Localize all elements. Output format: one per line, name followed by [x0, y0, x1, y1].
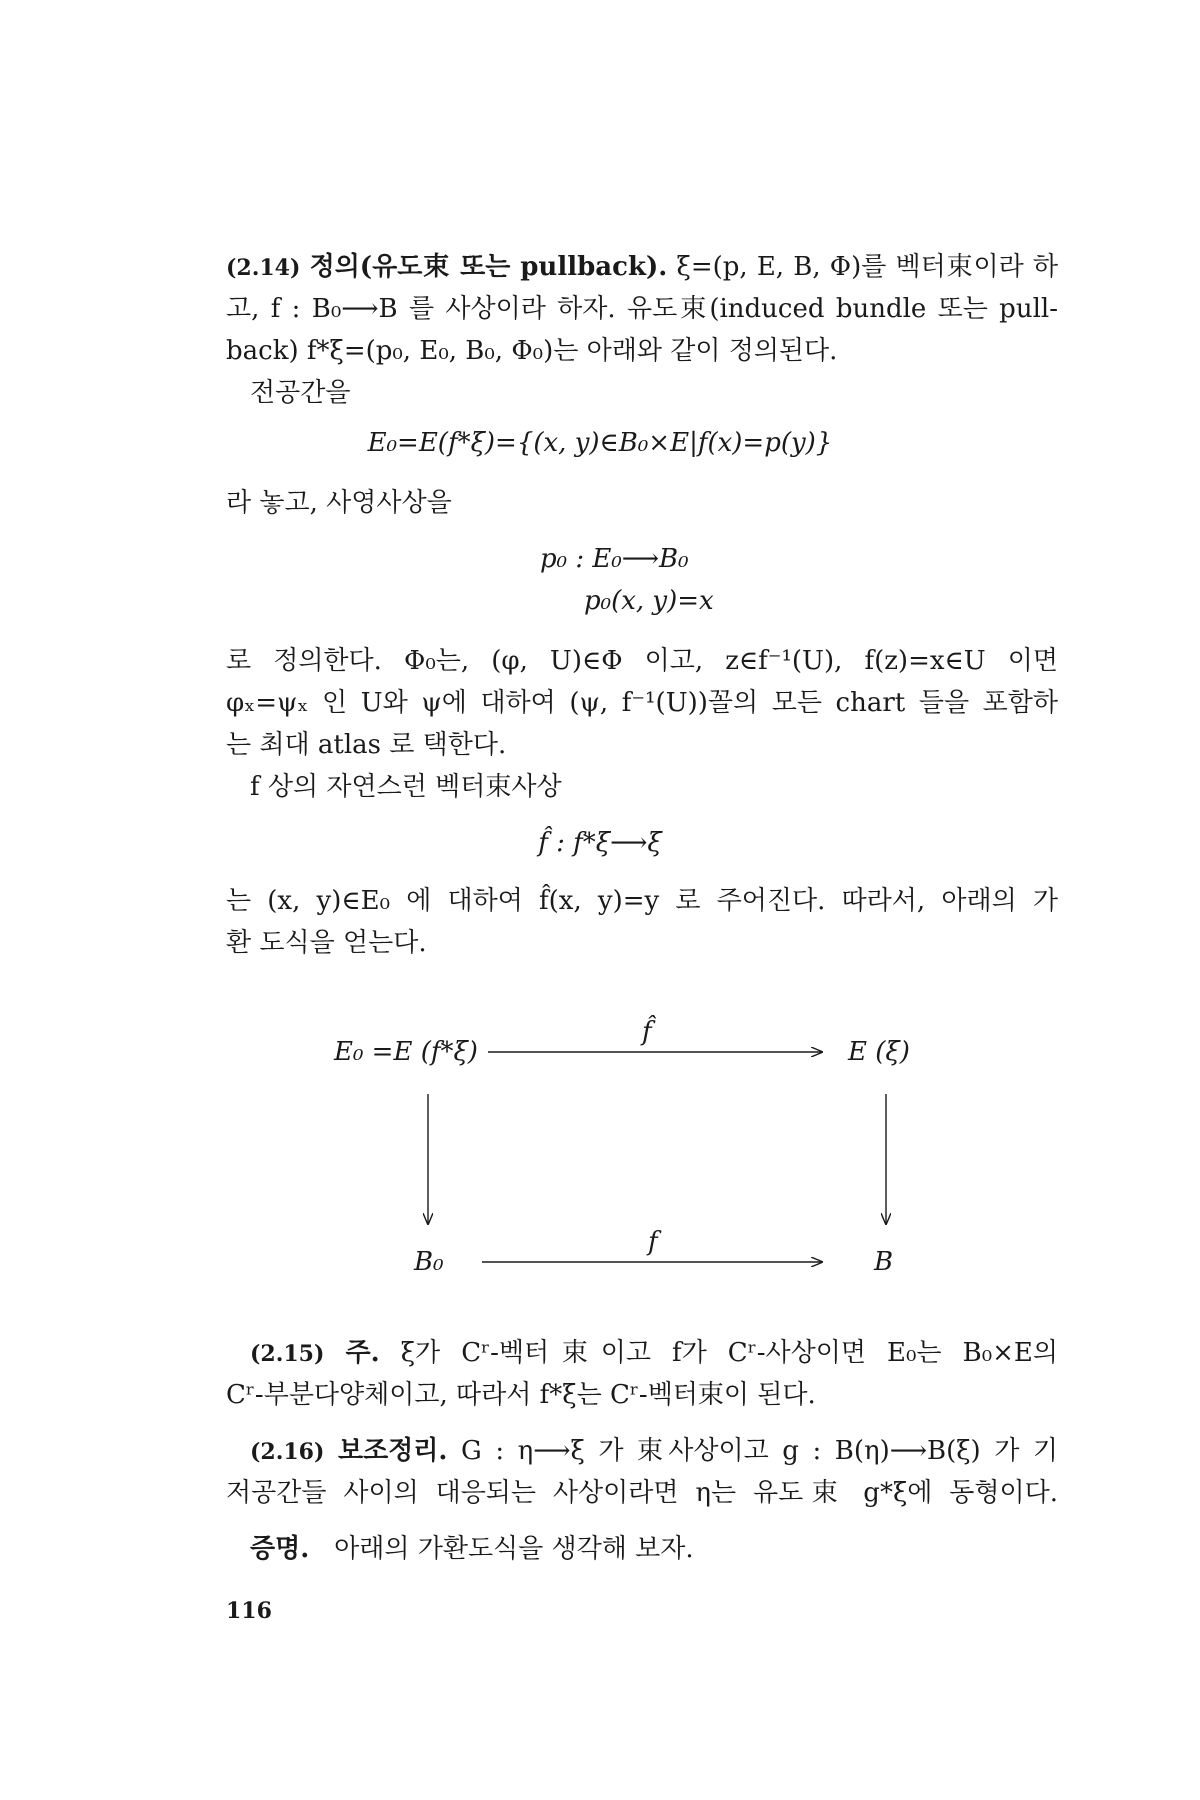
note-2-15-line-2: Cʳ-부분다양체이고, 따라서 f*ξ는 Cʳ-벡터束이 된다.: [226, 1380, 816, 1410]
def-2-14-line-4: 전공간을: [250, 378, 351, 408]
diagram-top-left: E₀ =E (f*ξ): [334, 1037, 478, 1067]
lemma-2-16-line-2: 저공간들 사이의 대응되는 사상이라면 η는 유도束 g*ξ에 동형이다.: [226, 1478, 1058, 1508]
lemma-2-16-line-1: [250, 1434, 1058, 1469]
proof-line: [250, 1532, 694, 1566]
def-2-14-line-2: 고, f : B₀⟶B 를 사상이라 하자. 유도束(induced bundle 또는 pull-: [226, 294, 1058, 324]
def-2-14-line-10: 는 (x, y)∈E₀ 에 대하여 f̂(x, y)=y 로 주어진다. 따라서, 아래의 가: [226, 886, 1058, 916]
equation-projection-1: p₀ : E₀⟶B₀: [540, 544, 689, 574]
def-2-14-line-11: 환 도식을 얻는다.: [226, 928, 427, 958]
note-2-15-title: 주.: [345, 1338, 380, 1368]
def-2-14-line-5: 라 놓고, 사영사상을: [226, 488, 452, 518]
def-2-14-line-9: f 상의 자연스런 벡터束사상: [250, 772, 562, 802]
def-2-14-line-6: 로 정의한다. Φ₀는, (φ, U)∈Φ 이고, z∈f⁻¹(U), f(z)=x∈U 이면: [226, 646, 1058, 676]
page-number: 116: [226, 1598, 272, 1624]
proof-text: 아래의 가환도식을 생각해 보자.: [334, 1534, 694, 1564]
def-2-14-line-7: φₓ=ψₓ 인 U와 ψ에 대하여 (ψ, f⁻¹(U))꼴의 모든 chart 들을 포함하: [226, 688, 1058, 718]
equation-projection-2: p₀(x, y)=x: [584, 586, 714, 616]
diagram-top-right: E (ξ): [848, 1037, 910, 1067]
note-2-15-line-1-rest: ξ가 Cʳ-벡터束이고 f가 Cʳ-사상이면 E₀는 B₀×E의: [400, 1338, 1059, 1368]
equation-fhat: f̂ : f*ξ⟶ξ: [538, 828, 662, 858]
def-2-14-line-8: 는 최대 atlas 로 택한다.: [226, 730, 507, 760]
proof-label: 증명.: [250, 1534, 310, 1564]
lemma-2-16-title: 보조정리.: [337, 1436, 448, 1466]
lemma-2-16-line-1-rest: G : η⟶ξ 가 束사상이고 g : B(η)⟶B(ξ) 가 기: [461, 1436, 1059, 1466]
def-2-14-tag: (2.14): [226, 255, 301, 281]
def-2-14-line-1-rest: ξ=(p, E, B, Φ)를 벡터束이라 하: [676, 252, 1059, 282]
diagram-bottom-left: B₀: [414, 1247, 444, 1277]
def-2-14-title: 정의(유도束 또는 pullback).: [309, 252, 668, 282]
diagram-top-arrow-label: f̂: [642, 1017, 652, 1047]
def-2-14-line-3: back) f*ξ=(p₀, E₀, B₀, Φ₀)는 아래와 같이 정의된다.: [226, 336, 838, 366]
note-2-15-line-1: [250, 1336, 1058, 1371]
diagram-bottom-right: B: [874, 1247, 894, 1277]
lemma-2-16-tag: (2.16): [250, 1439, 325, 1465]
equation-total-space: E₀=E(f*ξ)={(x, y)∈B₀×E|f(x)=p(y)}: [367, 428, 833, 458]
note-2-15-tag: (2.15): [250, 1341, 325, 1367]
diagram-bottom-arrow-label: f: [648, 1227, 658, 1257]
